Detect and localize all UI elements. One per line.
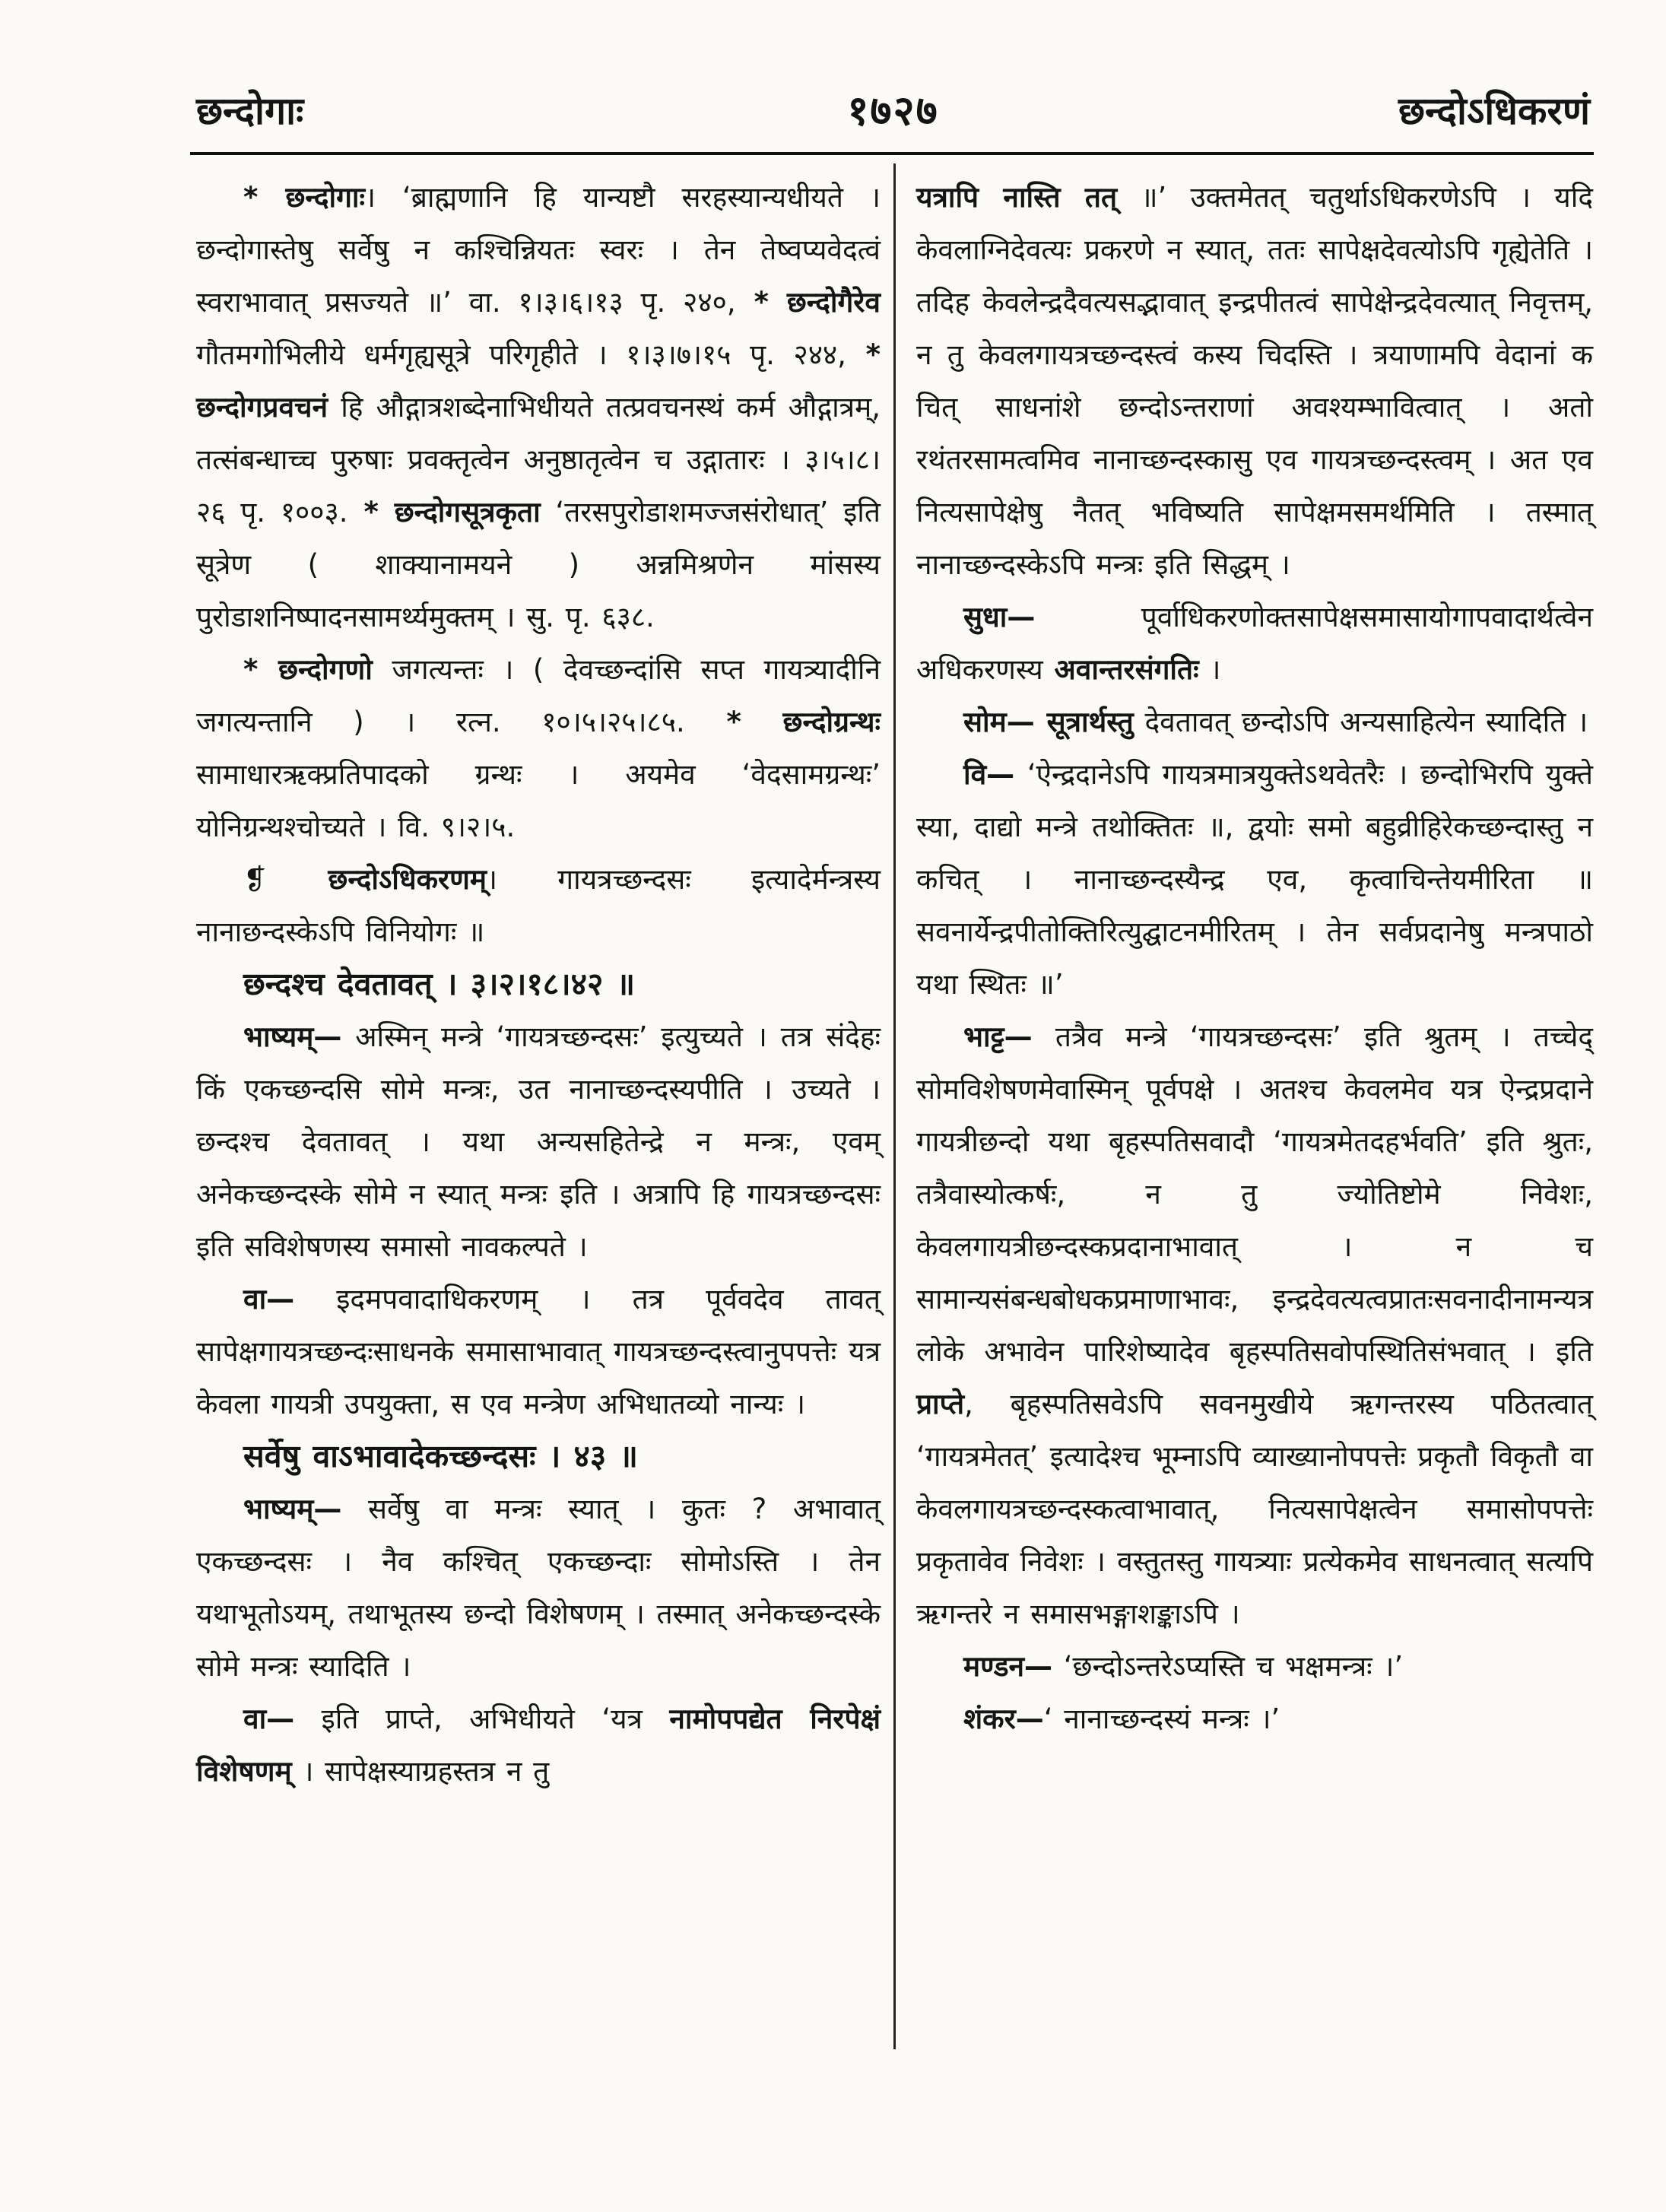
paragraph bbox=[916, 696, 1593, 748]
bold-term: नामोपपद्येत निरपेक्षं विशेषणम् bbox=[196, 1703, 881, 1788]
bold-term: * छन्दोगसूत्रकृता bbox=[347, 496, 541, 528]
text-run: । सापेक्षस्याग्रहस्तत्र न तु bbox=[291, 1755, 550, 1788]
bold-term: शंकर— bbox=[963, 1703, 1044, 1735]
bold-term: सुधा— bbox=[963, 601, 1036, 633]
paragraph bbox=[196, 1693, 881, 1798]
right-column bbox=[916, 171, 1593, 1745]
bold-term: प्राप्ते bbox=[916, 1388, 965, 1420]
text-run: अस्मिन् मन्त्रे ‘गायत्रच्छन्दसः’ इत्युच्यते । तत्र संदेहः किं एकच्छन्दसि सोमे मन्त्रः, उत नानाच्छन्दस्यपीति । उच्यते । छन्दश्च देवतावत् । यथा अन्यसहितेन्द्रे न मन्त्रः, एवम् अनेकच्छन्दस्के सोमे न स्यात् मन्त्रः इति । अत्रापि हि गायत्रच्छन्दसः इति सविशेषणस्य समासो नावकल्पते । bbox=[196, 1020, 881, 1263]
paragraph bbox=[196, 1273, 881, 1430]
bold-term: भाट्ट— bbox=[963, 1020, 1033, 1053]
text-run: जगत्यन्तः । ( देवच्छन्दांसि सप्त गायत्र्यादीनि जगत्यन्तानि ) । रत्न. १०।५।२५।८५. bbox=[196, 653, 881, 738]
paragraph bbox=[196, 643, 881, 853]
bold-term: भाष्यम्— bbox=[243, 1020, 342, 1053]
header-right-title: छन्दोऽधिकरणं bbox=[1398, 89, 1590, 133]
sutra-verse bbox=[196, 958, 881, 1011]
text-run: देवतावत् छन्दोऽपि अन्यसाहित्येन स्यादिति । bbox=[1133, 706, 1588, 738]
bold-term: ❡ छन्दोऽधिकरणम् bbox=[243, 863, 487, 896]
bold-term: * छन्दोगैरेव bbox=[735, 286, 881, 319]
text-run: । गायत्रच्छन्दसः इत्यादेर्मन्त्रस्य नानाछन्दस्केऽपि विनियोगः ॥ bbox=[196, 863, 881, 948]
text-run: गौतमगोभिलीये धर्मगृह्यसूत्रे परिगृहीते । १।३।७।१५ पृ. २४४, bbox=[196, 338, 846, 371]
paragraph bbox=[196, 171, 881, 643]
header-rule bbox=[190, 152, 1594, 155]
bold-term: * छन्दोगाः bbox=[243, 181, 365, 214]
paragraph bbox=[196, 1011, 881, 1273]
paragraph bbox=[916, 1011, 1593, 1640]
column-divider bbox=[893, 163, 896, 2049]
text-run: । ‘ब्राह्मणानि हि यान्यष्टौ सरहस्यान्यधीयते । छन्दोगास्तेषु सर्वेषु न कश्चिन्नियतः स्वरः । तेन तेष्वप्यवेदत्वं स्वराभावात् प्रसज्यते ॥’ वा. १।३।६।१३ पृ. २४०, bbox=[196, 181, 881, 319]
text-run: तत्रैव मन्त्रे ‘गायत्रच्छन्दसः’ इति श्रुतम् । तच्चेद् सोमविशेषणमेवास्मिन् पूर्वपक्षे । अतश्च केवलमेव यत्र ऐन्द्रप्रदाने गायत्रीछन्दो यथा बृहस्पतिसवादौ ‘गायत्रमेतदहर्भवति’ इति श्रुतः, तत्रैवास्योत्कर्षः, न तु ज्योतिष्टोमे निवेशः, केवलगायत्रीछन्दस्कप्रदानाभावात् । न च सामान्यसंबन्धबोधकप्रमाणाभावः, इन्द्रदेवत्यत्वप्रातःसवनादीनामन्यत्र लोके अभावेन पारिशेष्यादेव बृहस्पतिसवोपस्थितिसंभवात् । इति bbox=[916, 1020, 1593, 1368]
text-run: ‘ऐन्द्रदानेऽपि गायत्रमात्रयुक्तेऽथवेतरैः । छन्दोभिरपि युक्ते स्या, दाद्यो मन्त्रे तथोक्तितः ॥, द्वयोः समो बहुव्रीहिरेकच्छन्दास्तु न कचित् । नानाच्छन्दस्यैन्द्र एव, कृत्वाचिन्तेयमीरिता ॥ सवनार्येन्द्रपीतोक्तिरित्युद्घाटनमीरितम् । तेन सर्वप्रदानेषु मन्त्रपाठो यथा स्थितः ॥’ bbox=[916, 758, 1593, 1001]
bold-term: सोम— सूत्रार्थस्तु bbox=[963, 706, 1134, 738]
text-run: ‘तरसपुरोडाशमज्जसंरोधात्’ इति सूत्रेण ( शाक्यानामयने ) अन्नमिश्रणेन मांसस्य पुरोडाशनिष्पादनसामर्थ्यमुक्तम् । सु. पृ. ६३८. bbox=[196, 496, 881, 633]
text-run: , बृहस्पतिसवेऽपि सवनमुखीये ऋगन्तरस्य पठितत्वात् ‘गायत्रमेतत्’ इत्यादेश्च भूम्नाऽपि व्याख्यानोपपत्तेः प्रकृतौ विकृतौ वा केवलगायत्रच्छन्दस्कत्वाभावात्, नित्यसापेक्षत्वेन समासोपपत्तेः प्रकृतावेव निवेशः । वस्तुतस्तु गायत्र्याः प्रत्येकमेव साधनत्वात् सत्यपि ऋगन्तरे न समासभङ्गाशङ्काऽपि । bbox=[916, 1388, 1593, 1630]
text-run: हि औद्गात्रशब्देनाभिधीयते तत्प्रवचनस्थं कर्म औद्गात्रम्, तत्संबन्धाच्च पुरुषाः प्रवक्तृत्वेन अनुष्ठातृत्वेन च उद्गातारः । ३।५।८।२६ पृ. १००३. bbox=[196, 391, 881, 528]
text-run: ‘छन्दोऽन्तरेऽप्यस्ति च भक्षमन्त्रः ।’ bbox=[1052, 1650, 1404, 1683]
bold-term: वा— bbox=[243, 1703, 295, 1735]
text-run: ‘ नानाच्छन्दस्यं मन्त्रः ।’ bbox=[1043, 1703, 1280, 1735]
sutra-verse bbox=[196, 1430, 881, 1483]
bold-term: यत्रापि नास्ति तत् bbox=[916, 181, 1118, 214]
paragraph bbox=[916, 1640, 1593, 1693]
text-run: इति प्राप्ते, अभिधीयते ‘यत्र bbox=[294, 1703, 670, 1735]
text-run: इदमपवादाधिकरणम् । तत्र पूर्ववदेव तावत् सापेक्षगायत्रच्छन्दःसाधनके समासाभावात् गायत्रच्छन्दस्त्वानुपपत्तेः यत्र केवला गायत्री उपयुक्ता, स एव मन्त्रेण अभिधातव्यो नान्यः । bbox=[196, 1283, 881, 1420]
bold-term: * छन्दोगप्रवचनं bbox=[196, 338, 881, 424]
bold-term: मण्डन— bbox=[963, 1650, 1053, 1683]
paragraph bbox=[916, 1693, 1593, 1745]
paragraph bbox=[196, 853, 881, 958]
bold-term: * छन्दोगणो bbox=[243, 653, 373, 686]
bold-term: भाष्यम्— bbox=[243, 1493, 342, 1525]
bold-term: वि— bbox=[963, 758, 1015, 791]
paragraph bbox=[916, 591, 1593, 696]
bold-term: छन्दश्च देवतावत् । ३।२।१८।४२ ॥ bbox=[243, 966, 636, 1002]
left-column bbox=[196, 171, 881, 1798]
text-run: पूर्वाधिकरणोक्तसापेक्षसमासायोगापवादार्थत्वेन अधिकरणस्य bbox=[916, 601, 1593, 686]
text-run: ॥’ उक्तमेतत् चतुर्थाऽधिकरणेऽपि । यदि केवलाग्निदेवत्यः प्रकरणे न स्यात्, ततः सापेक्षदेवत्योऽपि गृह्येतेति । तदिह केवलेन्द्रदैवत्यसद्भावात् इन्द्रपीतत्वं सापेक्षेन्द्रदेवत्यात् निवृत्तम्, न तु केवलगायत्रच्छन्दस्त्वं कस्य चिदस्ति । त्रयाणामपि वेदानां क चित् साधनांशे छन्दोऽन्तराणां अवश्यम्भावित्वात् । अतो रथंतरसामत्वमिव नानाच्छन्दस्कासु एव गायत्रच्छन्दस्त्वम् । अत एव नित्यसापेक्षेषु नैतत् भविष्यति सापेक्षमसमर्थमिति । तस्मात् नानाच्छन्दस्केऽपि मन्त्रः इति सिद्धम् । bbox=[916, 181, 1593, 581]
bold-term: वा— bbox=[243, 1283, 295, 1315]
bold-term: * छन्दोग्रन्थः bbox=[684, 706, 881, 738]
header-left-title: छन्दोगाः bbox=[196, 89, 304, 133]
text-run: सामाधारऋक्प्रतिपादको ग्रन्थः । अयमेव ‘वेदसामग्रन्थः’ योनिग्रन्थश्चोच्यते । वि. ९।२।५. bbox=[196, 758, 881, 843]
bold-term: सर्वेषु वाऽभावादेकच्छन्दसः । ४३ ॥ bbox=[243, 1438, 638, 1474]
paragraph bbox=[196, 1483, 881, 1693]
text-run: । bbox=[1198, 653, 1221, 686]
running-header bbox=[196, 84, 1590, 137]
bold-term: अवान्तरसंगतिः bbox=[1054, 653, 1199, 686]
paragraph bbox=[916, 171, 1593, 591]
text-run: सर्वेषु वा मन्त्रः स्यात् । कुतः ? अभावात् एकच्छन्दसः । नैव कश्चित् एकच्छन्दाः सोमोऽस्ति । तेन यथाभूतोऽयम्, तथाभूतस्य छन्दो विशेषणम् । तस्मात् अनेकच्छन्दस्के सोमे मन्त्रः स्यादिति । bbox=[196, 1493, 881, 1683]
page-number: १७२७ bbox=[847, 87, 939, 135]
paragraph bbox=[916, 748, 1593, 1011]
